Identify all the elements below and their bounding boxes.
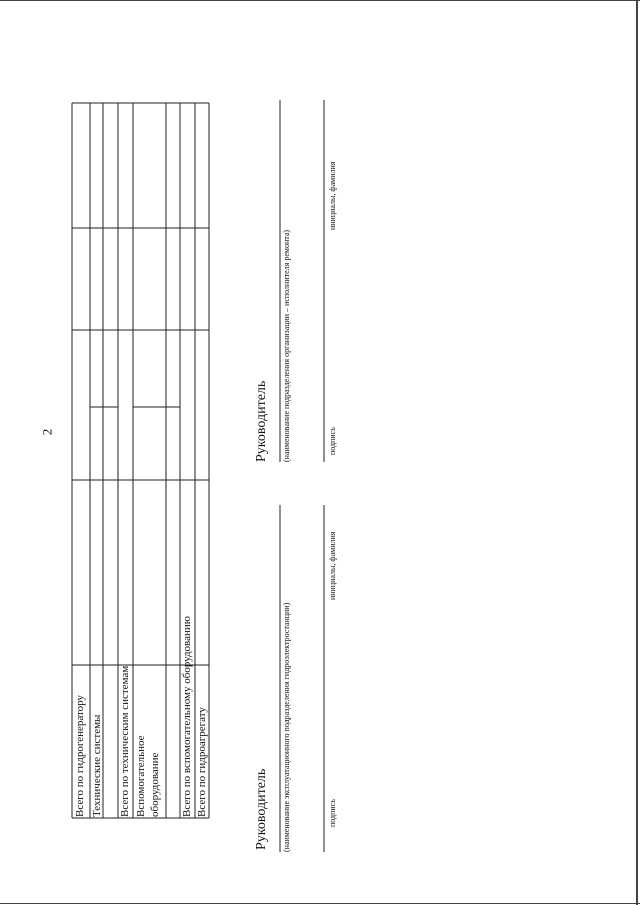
row-auxiliary-equipment-2: оборудование xyxy=(149,752,161,817)
right-signature-caption: подпись xyxy=(328,427,337,455)
left-head-title: Руководитель xyxy=(254,768,269,850)
row-hydrounit-total: Всего по гидроагрегату xyxy=(196,707,208,817)
row-technical-systems: Технические системы xyxy=(91,714,103,817)
left-signature-caption: подпись xyxy=(328,799,337,827)
left-name-caption: инициалы, фамилия xyxy=(328,531,337,600)
right-head-title: Руководитель xyxy=(254,380,269,462)
right-name-caption: инициалы, фамилия xyxy=(328,161,337,230)
row-hydrogenerator-total: Всего по гидрогенератору xyxy=(74,695,86,817)
left-org-caption: (наименование эксплуатационного подразделения гидроэлектростанции) xyxy=(282,602,291,852)
page-number: 2 xyxy=(39,428,55,436)
row-auxiliary-equipment-1: Вспомогательное xyxy=(135,735,147,817)
row-auxiliary-equipment-total: Всего по вспомогательному оборудованию xyxy=(181,616,193,817)
row-technical-systems-total: Всего по техническим системам xyxy=(119,665,131,817)
right-org-caption: (наименование подразделения организации – исполнителя ремонта) xyxy=(282,229,291,462)
